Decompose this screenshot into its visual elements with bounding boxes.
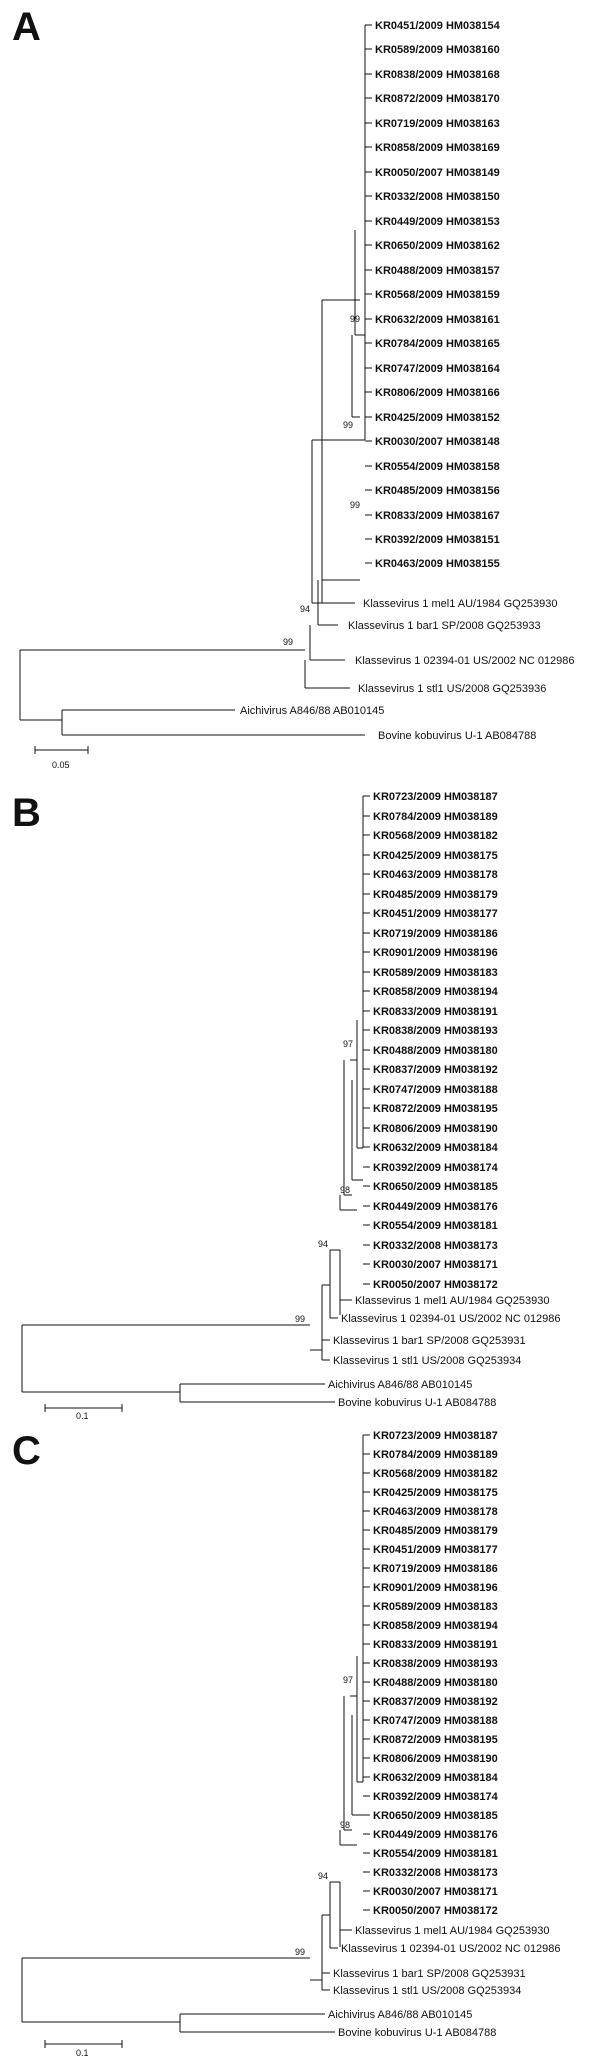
leaf-label: KR0719/2009 HM038163 bbox=[375, 118, 500, 130]
leaf-label: Klassevirus 1 mel1 AU/1984 GQ253930 bbox=[355, 1295, 550, 1307]
leaf-label: KR0554/2009 HM038181 bbox=[373, 1220, 498, 1232]
leaf-label: KR0838/2009 HM038193 bbox=[373, 1025, 498, 1037]
leaf-label: KR0747/2009 HM038188 bbox=[373, 1715, 498, 1727]
leaf-label: KR0392/2009 HM038174 bbox=[373, 1162, 498, 1174]
leaf-label: KR0425/2009 HM038152 bbox=[375, 412, 500, 424]
leaf-label: KR0632/2009 HM038184 bbox=[373, 1142, 498, 1154]
panel-b-outgroup-branches bbox=[22, 1250, 352, 1402]
leaf-label: KR0451/2009 HM038177 bbox=[373, 1544, 498, 1556]
leaf-label: KR0632/2009 HM038161 bbox=[375, 314, 500, 326]
panel-c-outgroup-branches bbox=[22, 1882, 352, 2032]
leaf-label: KR0723/2009 HM038187 bbox=[373, 1430, 498, 1442]
leaf-label: KR0332/2008 HM038150 bbox=[375, 191, 500, 203]
scale-bar-label: 0.1 bbox=[76, 2048, 89, 2058]
leaf-label: KR0650/2009 HM038185 bbox=[373, 1810, 498, 1822]
panel-c-tree bbox=[0, 1420, 600, 2059]
panel-c-ingroup-branches bbox=[340, 1435, 363, 1845]
leaf-label: KR0806/2009 HM038190 bbox=[373, 1753, 498, 1765]
leaf-label: KR0784/2009 HM038189 bbox=[373, 811, 498, 823]
leaf-label: KR0568/2009 HM038159 bbox=[375, 289, 500, 301]
leaf-label: KR0463/2009 HM038178 bbox=[373, 1506, 498, 1518]
leaf-label: KR0449/2009 HM038176 bbox=[373, 1829, 498, 1841]
bootstrap-value: 94 bbox=[318, 1239, 329, 1249]
leaf-label: KR0463/2009 HM038178 bbox=[373, 869, 498, 881]
panel-a-tree bbox=[0, 0, 600, 780]
leaf-label: KR0589/2009 HM038183 bbox=[373, 967, 498, 979]
leaf-label: KR0485/2009 HM038156 bbox=[375, 485, 500, 497]
panel-a-outgroup-branches bbox=[20, 440, 365, 735]
bootstrap-value: 97 bbox=[343, 1039, 354, 1049]
leaf-label: Klassevirus 1 stl1 US/2008 GQ253934 bbox=[333, 1355, 522, 1367]
panel-b-tree bbox=[0, 780, 600, 1420]
leaf-label: KR0449/2009 HM038153 bbox=[375, 216, 500, 228]
leaf-label: KR0833/2009 HM038167 bbox=[375, 510, 500, 522]
leaf-label: Bovine kobuvirus U-1 AB084788 bbox=[338, 2027, 497, 2039]
leaf-label: KR0838/2009 HM038168 bbox=[375, 69, 500, 81]
leaf-label: Aichivirus A846/88 AB010145 bbox=[328, 1379, 473, 1391]
leaf-label: KR0858/2009 HM038169 bbox=[375, 142, 500, 154]
leaf-label: Klassevirus 1 stl1 US/2008 GQ253936 bbox=[358, 683, 547, 695]
leaf-label: KR0650/2009 HM038162 bbox=[375, 240, 500, 252]
scale-bar-label: 0.05 bbox=[52, 760, 70, 770]
leaf-label: Bovine kobuvirus U-1 AB084788 bbox=[338, 1397, 497, 1409]
leaf-label: KR0425/2009 HM038175 bbox=[373, 850, 498, 862]
leaf-label: KR0568/2009 HM038182 bbox=[373, 830, 498, 842]
leaf-label: KR0425/2009 HM038175 bbox=[373, 1487, 498, 1499]
leaf-label: KR0589/2009 HM038183 bbox=[373, 1601, 498, 1613]
leaf-label: KR0332/2008 HM038173 bbox=[373, 1867, 498, 1879]
leaf-label: KR0837/2009 HM038192 bbox=[373, 1696, 498, 1708]
leaf-label: KR0449/2009 HM038176 bbox=[373, 1201, 498, 1213]
leaf-label: KR0030/2007 HM038171 bbox=[373, 1259, 498, 1271]
panel-c-tip-ticks bbox=[363, 1435, 370, 1910]
leaf-label: KR0806/2009 HM038166 bbox=[375, 387, 500, 399]
leaf-label: Klassevirus 1 mel1 AU/1984 GQ253930 bbox=[355, 1925, 550, 1937]
leaf-label: KR0392/2009 HM038151 bbox=[375, 534, 500, 546]
leaf-label: KR0488/2009 HM038180 bbox=[373, 1677, 498, 1689]
leaf-label: KR0872/2009 HM038195 bbox=[373, 1103, 498, 1115]
leaf-label: Klassevirus 1 stl1 US/2008 GQ253934 bbox=[333, 1985, 522, 1997]
leaf-label: KR0719/2009 HM038186 bbox=[373, 1563, 498, 1575]
leaf-label: KR0784/2009 HM038165 bbox=[375, 338, 500, 350]
bootstrap-value: 99 bbox=[343, 420, 354, 430]
leaf-label: Klassevirus 1 bar1 SP/2008 GQ253931 bbox=[333, 1335, 526, 1347]
bootstrap-value: 99 bbox=[350, 314, 361, 324]
bootstrap-value: 98 bbox=[340, 1185, 351, 1195]
leaf-label: Klassevirus 1 bar1 SP/2008 GQ253933 bbox=[348, 620, 541, 632]
leaf-label: Klassevirus 1 02394-01 US/2002 NC 012986 bbox=[341, 1313, 561, 1325]
leaf-label: KR0451/2009 HM038154 bbox=[375, 20, 500, 32]
leaf-label: KR0632/2009 HM038184 bbox=[373, 1772, 498, 1784]
panel-c-letter: C bbox=[12, 1429, 41, 1473]
panel-b-tip-ticks bbox=[363, 796, 370, 1284]
leaf-label: KR0650/2009 HM038185 bbox=[373, 1181, 498, 1193]
bootstrap-value: 98 bbox=[340, 1820, 351, 1830]
bootstrap-value: 99 bbox=[283, 637, 294, 647]
leaf-label: KR0858/2009 HM038194 bbox=[373, 1620, 498, 1632]
bootstrap-value: 97 bbox=[343, 1675, 354, 1685]
scale-bar-label: 0.1 bbox=[76, 1411, 89, 1420]
leaf-label: Klassevirus 1 02394-01 US/2002 NC 012986 bbox=[355, 655, 575, 667]
leaf-label: Bovine kobuvirus U-1 AB084788 bbox=[378, 730, 537, 742]
bootstrap-value: 99 bbox=[295, 1947, 306, 1957]
leaf-label: KR0554/2009 HM038158 bbox=[375, 461, 500, 473]
leaf-label: KR0901/2009 HM038196 bbox=[373, 1582, 498, 1594]
panel-b-letter: B bbox=[12, 791, 41, 835]
leaf-label: KR0589/2009 HM038160 bbox=[375, 44, 500, 56]
leaf-label: Klassevirus 1 bar1 SP/2008 GQ253931 bbox=[333, 1968, 526, 1980]
panel-c-scale-bar bbox=[45, 2040, 122, 2058]
leaf-label: KR0488/2009 HM038180 bbox=[373, 1045, 498, 1057]
bootstrap-value: 94 bbox=[300, 604, 311, 614]
bootstrap-value: 99 bbox=[295, 1314, 306, 1324]
leaf-label: Klassevirus 1 mel1 AU/1984 GQ253930 bbox=[363, 598, 558, 610]
leaf-label: KR0858/2009 HM038194 bbox=[373, 986, 498, 998]
leaf-label: KR0568/2009 HM038182 bbox=[373, 1468, 498, 1480]
leaf-label: KR0392/2009 HM038174 bbox=[373, 1791, 498, 1803]
leaf-label: Aichivirus A846/88 AB010145 bbox=[240, 705, 385, 717]
leaf-label: KR0050/2007 HM038172 bbox=[373, 1905, 498, 1917]
panel-b-ingroup-branches bbox=[340, 796, 363, 1210]
leaf-label: KR0833/2009 HM038191 bbox=[373, 1639, 498, 1651]
leaf-label: KR0872/2009 HM038195 bbox=[373, 1734, 498, 1746]
leaf-label: KR0485/2009 HM038179 bbox=[373, 889, 498, 901]
leaf-label: KR0554/2009 HM038181 bbox=[373, 1848, 498, 1860]
leaf-label: KR0332/2008 HM038173 bbox=[373, 1240, 498, 1252]
leaf-label: KR0747/2009 HM038188 bbox=[373, 1084, 498, 1096]
leaf-label: KR0747/2009 HM038164 bbox=[375, 363, 500, 375]
leaf-label: KR0838/2009 HM038193 bbox=[373, 1658, 498, 1670]
leaf-label: KR0030/2007 HM038148 bbox=[375, 436, 500, 448]
leaf-label: KR0488/2009 HM038157 bbox=[375, 265, 500, 277]
panel-a-letter: A bbox=[12, 5, 41, 49]
leaf-label: KR0030/2007 HM038171 bbox=[373, 1886, 498, 1898]
leaf-label: KR0723/2009 HM038187 bbox=[373, 791, 498, 803]
leaf-label: KR0451/2009 HM038177 bbox=[373, 908, 498, 920]
leaf-label: Aichivirus A846/88 AB010145 bbox=[328, 2009, 473, 2021]
leaf-label: KR0485/2009 HM038179 bbox=[373, 1525, 498, 1537]
leaf-label: KR0784/2009 HM038189 bbox=[373, 1449, 498, 1461]
panel-a-leaf-labels bbox=[240, 20, 575, 742]
leaf-label: KR0833/2009 HM038191 bbox=[373, 1006, 498, 1018]
panel-b-scale-bar bbox=[45, 1404, 122, 1420]
bootstrap-value: 94 bbox=[318, 1871, 329, 1881]
leaf-label: KR0872/2009 HM038170 bbox=[375, 93, 500, 105]
leaf-label: KR0901/2009 HM038196 bbox=[373, 947, 498, 959]
leaf-label: KR0463/2009 HM038155 bbox=[375, 558, 500, 570]
leaf-label: KR0050/2007 HM038149 bbox=[375, 167, 500, 179]
panel-a-tip-ticks bbox=[365, 25, 372, 563]
leaf-label: KR0050/2007 HM038172 bbox=[373, 1279, 498, 1291]
panel-a-scale-bar bbox=[35, 746, 88, 770]
leaf-label: KR0837/2009 HM038192 bbox=[373, 1064, 498, 1076]
leaf-label: KR0719/2009 HM038186 bbox=[373, 928, 498, 940]
bootstrap-value: 99 bbox=[350, 500, 361, 510]
leaf-label: Klassevirus 1 02394-01 US/2002 NC 012986 bbox=[341, 1943, 561, 1955]
leaf-label: KR0806/2009 HM038190 bbox=[373, 1123, 498, 1135]
